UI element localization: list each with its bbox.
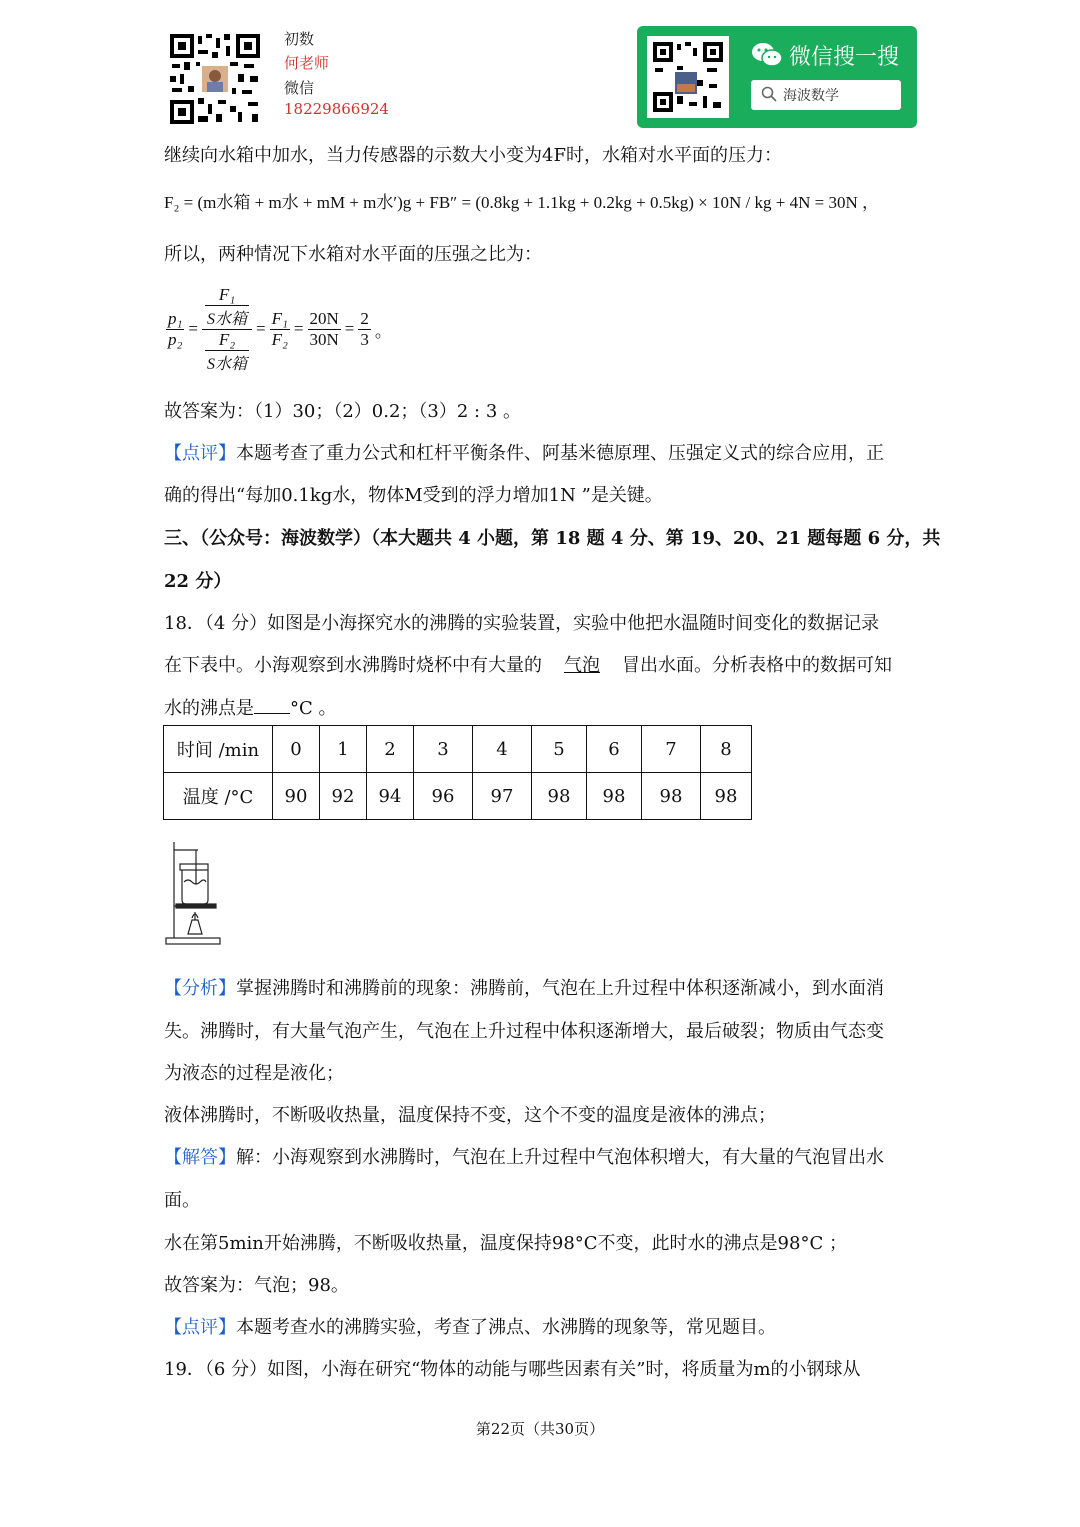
table-cell: 98 [587,773,642,820]
table-cell: 7 [642,726,701,773]
wechat-icon [751,42,783,68]
table-cell: 0 [273,726,320,773]
table-cell: 5 [532,726,587,773]
qr-code-right [647,36,729,118]
boiling-apparatus-figure [164,838,224,948]
analysis-tag: 【分析】 [164,978,236,999]
text-line-16: 液体沸腾时，不断吸收热量，温度保持不变，这个不变的温度是液体的沸点； [164,1105,776,1126]
text-line-3: 所以，两种情况下水箱对水平面的压强之比为： [164,244,542,265]
wechat-search-banner[interactable] [637,26,917,128]
section-heading-cont: 22 分） [164,571,232,592]
search-icon [761,86,777,102]
table-cell: 4 [473,726,532,773]
formula-f2: F₂ = (m水箱 + m水 + mM + m水′)g + FB″ = (0.8kg + 1.1kg + 0.2kg + 0.5kg) × 10N / kg + 4N = 30N ， [164,193,879,212]
text-line-17: 【解答】解：小海观察到水沸腾时，气泡在上升过程中气泡体积增大，有大量的气泡冒出水 [164,1147,884,1168]
table-row [164,726,752,773]
solution-tag: 【解答】 [164,1147,236,1168]
text-line-13: 【分析】掌握沸腾时和沸腾前的现象：沸腾前，气泡在上升过程中体积逐渐减小，到水面消 [164,978,884,999]
table-cell: 94 [367,773,414,820]
contact-line-1: 初数 [284,30,315,48]
text-line-18: 面。 [164,1190,200,1211]
frac-n: $\frac{20N}{30N}$ [309,308,339,349]
table-row [164,773,752,820]
text-line-21: 【点评】本题考查水的沸腾实验，考查了沸点、水沸腾的现象等，常见题目。 [164,1317,776,1338]
table-header-temp: 温度 /°C [164,773,273,820]
table-cell: 98 [642,773,701,820]
text-line-20: 故答案为：气泡；98。 [164,1275,349,1296]
question-18: 18．（4 分）如图是小海探究水的沸腾的实验装置，实验中他把水温随时间变化的数据记录 [164,613,880,634]
table-cell: 97 [473,773,532,820]
search-text: 海波数学 [783,88,839,104]
frac-big-top: $\frac{\text{F₁}}{\text{S水箱}}$ [207,284,248,328]
table-cell: 8 [701,726,752,773]
text-line-7: 确的得出“每加0.1kg水，物体M受到的浮力增加1N ”是关键。 [164,485,663,506]
text-line-19: 水在第5min开始沸腾，不断吸收热量，温度保持98°C不变，此时水的沸点是98°C ； [164,1233,847,1254]
text-line-14: 失。沸腾时，有大量气泡产生，气泡在上升过程中体积逐渐增大，最后破裂；物质由气态变 [164,1021,884,1042]
table-cell: 90 [273,773,320,820]
table-cell: 2 [367,726,414,773]
frac-r: $\frac{2}{3}$ [360,308,369,349]
text-line-5: 故答案为：（1）30；（2）0.2；（3）2 : 3 。 [164,401,522,422]
table-cell: 98 [532,773,587,820]
comment-tag-2: 【点评】 [164,1317,236,1338]
text-line-12: 水的沸点是 °C 。 [164,698,337,719]
search-banner-title: 微信搜一搜 [789,45,900,70]
table-cell: 98 [701,773,752,820]
search-box[interactable] [751,80,901,110]
text-line-6: 【点评】本题考查了重力公式和杠杆平衡条件、阿基米德原理、压强定义式的综合应用，正 [164,443,884,464]
answer-blank-1: 气泡 [564,655,600,676]
data-table [163,725,752,820]
table-cell: 3 [414,726,473,773]
table-cell: 92 [320,773,367,820]
page-number: 第22页（共30页） [475,1420,605,1438]
text-line-15: 为液态的过程是液化； [164,1063,344,1084]
table-header-time: 时间 /min [164,726,273,773]
table-cell: 1 [320,726,367,773]
question-19: 19．（6 分）如图，小海在研究“物体的动能与哪些因素有关”时，将质量为m的小钢球从 [164,1359,861,1380]
frac-p: $\frac{\text{p₁}}{\text{p₂}}$ [168,308,183,349]
contact-phone: 18229866924 [284,100,389,118]
text-line-11: 在下表中。小海观察到水沸腾时烧杯中有大量的 气泡 冒出水面。分析表格中的数据可知 [164,655,892,676]
contact-line-3: 微信 [284,79,315,97]
table-cell: 6 [587,726,642,773]
qr-code-left [168,32,262,126]
frac-big [202,285,252,374]
contact-line-2: 何老师 [284,54,330,72]
section-heading: 三、（公众号：海波数学）（本大题共 4 小题，第 18 题 4 分、第 19、20、21 题每题 6 分，共 [164,528,941,549]
pressure-ratio-formula: $\frac{\text{p₁}}{\text{p₂}}$ = $\frac{\frac{\text{F₁}}{\text{S水箱}}}{\frac{\text{F₂}}{\text{S水箱}}}$ = $\frac{\text{F₁}}{\text{F₂}}$ = $\frac{20N}{30N}$ = $\frac{2}{3}$ 。 [168,284,392,373]
ratio-end: 。 [374,321,392,341]
frac-f: $\frac{\text{F₁}}{\text{F₂}}$ [271,308,288,349]
answer-blank-2 [254,699,290,714]
comment-tag: 【点评】 [164,443,236,464]
frac-big-bottom: $\frac{\text{F₂}}{\text{S水箱}}$ [207,329,248,373]
table-cell: 96 [414,773,473,820]
text-line-1: 继续向水箱中加水，当力传感器的示数大小变为4F时，水箱对水平面的压力： [164,145,782,166]
